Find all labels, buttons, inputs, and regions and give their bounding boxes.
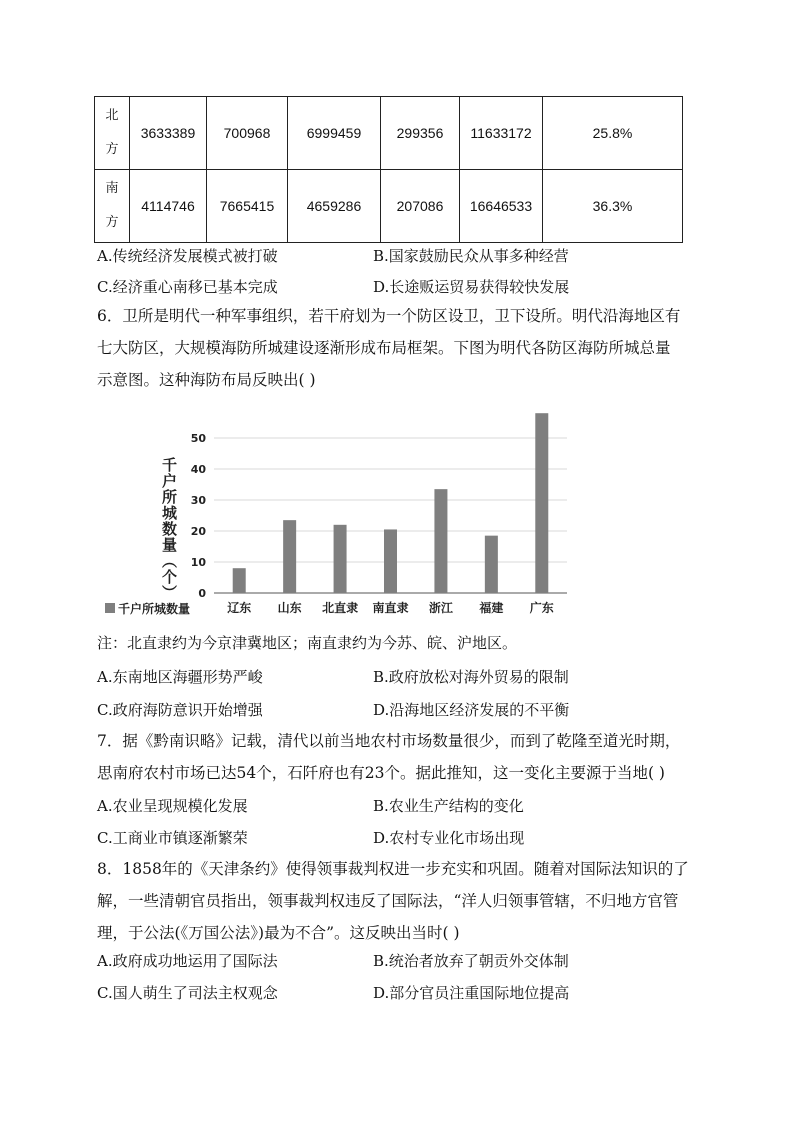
q6-option-b[interactable]: B.政府放松对海外贸易的限制	[373, 668, 569, 686]
y-tick-label: 0	[198, 587, 206, 600]
legend-label: 千户所城数量	[118, 602, 191, 616]
table-cell: 7665415	[207, 170, 288, 243]
x-tick-label: 广东	[529, 601, 554, 615]
table-cell: 36.3%	[543, 170, 683, 243]
q5-option-b[interactable]: B.国家鼓励民众从事多种经营	[373, 247, 569, 265]
q7-stem	[97, 725, 697, 789]
table-cell: 6999459	[288, 97, 381, 170]
y-tick-label: 20	[190, 525, 206, 538]
q6-stem-line: 示意图。这种海防布局反映出( )	[97, 371, 316, 389]
data-table	[94, 96, 683, 243]
bar-chart	[92, 405, 582, 620]
q7-option-a[interactable]: A.农业呈现规模化发展	[97, 797, 248, 815]
region-cell	[95, 97, 130, 170]
q8-stem-line: 8．1858年的《天津条约》使得领事裁判权进一步充实和巩固。随着对国际法知识的了	[97, 860, 689, 878]
chart-legend	[105, 601, 190, 616]
x-tick-label: 福建	[479, 601, 504, 615]
q5-option-c[interactable]: C.经济重心南移已基本完成	[97, 278, 278, 296]
region-char: 方	[105, 142, 119, 157]
q8-stem-line: 解，一些清朝官员指出，领事裁判权违反了国际法，“洋人归领事管辖，不归地方官管	[97, 892, 679, 910]
q6-option-c[interactable]: C.政府海防意识开始增强	[97, 701, 263, 719]
x-axis-labels	[227, 600, 554, 615]
q7-option-c[interactable]: C.工商业市镇逐渐繁荣	[97, 829, 248, 847]
region-char: 方	[105, 215, 119, 230]
bar-南直隶	[384, 529, 397, 593]
q8-option-d[interactable]: D.部分官员注重国际地位提高	[373, 984, 570, 1002]
q6-stem-line: 七大防区，大规模海防所城建设逐渐形成布局框架。下图为明代各防区海防所城总量	[97, 339, 671, 357]
table-row-south	[95, 170, 683, 243]
q8-option-c[interactable]: C.国人萌生了司法主权观念	[97, 984, 278, 1002]
q8-option-a[interactable]: A.政府成功地运用了国际法	[97, 952, 278, 970]
table-cell: 4659286	[288, 170, 381, 243]
table-cell: 4114746	[130, 170, 207, 243]
x-tick-label: 浙江	[428, 601, 453, 615]
y-tick-label: 10	[190, 556, 206, 569]
y-tick-label: 30	[190, 494, 206, 507]
bar-北直隶	[334, 525, 347, 593]
q6-option-d[interactable]: D.沿海地区经济发展的不平衡	[373, 701, 570, 719]
q7-option-d[interactable]: D.农村专业化市场出现	[373, 829, 525, 847]
region-char: 北	[105, 108, 119, 123]
region-cell	[95, 170, 130, 243]
x-tick-label: 辽东	[227, 601, 252, 615]
q6-note: 注：北直隶约为今京津冀地区；南直隶约为今苏、皖、沪地区。	[97, 634, 518, 652]
y-axis-title: 千户所城数量（个）	[160, 457, 178, 601]
table-cell: 16646533	[460, 170, 543, 243]
q7-option-b[interactable]: B.农业生产结构的变化	[373, 797, 524, 815]
q7-stem-line: 7．据《黔南识略》记载，清代以前当地农村市场数量很少，而到了乾隆至道光时期，	[97, 732, 681, 750]
legend-swatch	[105, 603, 115, 613]
q8-stem	[97, 853, 697, 949]
bar-山东	[283, 520, 296, 593]
x-tick-label: 南直隶	[372, 601, 409, 615]
table-cell: 700968	[207, 97, 288, 170]
q7-stem-line: 思南府农村市场已达54个，石阡府也有23个。据此推知，这一变化主要源于当地( )	[97, 764, 665, 782]
y-tick-label: 50	[190, 432, 206, 445]
x-tick-label: 山东	[277, 601, 302, 615]
bar-广东	[535, 413, 548, 593]
table-cell: 299356	[381, 97, 460, 170]
table-cell: 11633172	[460, 97, 543, 170]
bar-辽东	[233, 568, 246, 593]
q8-option-b[interactable]: B.统治者放弃了朝贡外交体制	[373, 952, 569, 970]
table-cell: 25.8%	[543, 97, 683, 170]
y-tick-label: 40	[190, 463, 206, 476]
table-cell: 207086	[381, 170, 460, 243]
table-row-north	[95, 97, 683, 170]
chart-bars	[233, 413, 549, 593]
y-axis-label	[160, 457, 178, 601]
q6-stem	[97, 300, 697, 396]
region-char: 南	[105, 181, 119, 196]
q5-option-d[interactable]: D.长途贩运贸易获得较快发展	[373, 278, 570, 296]
y-axis-ticks	[191, 432, 207, 600]
q6-option-a[interactable]: A.东南地区海疆形势严峻	[97, 668, 263, 686]
bar-福建	[485, 536, 498, 593]
bar-浙江	[434, 489, 447, 593]
table-cell: 3633389	[130, 97, 207, 170]
q6-stem-line: 6．卫所是明代一种军事组织，若干府划为一个防区设卫，卫下设所。明代沿海地区有	[97, 307, 681, 325]
x-tick-label: 北直隶	[322, 601, 359, 615]
q8-stem-line: 理，于公法(《万国公法》)最为不合”。这反映出当时( )	[97, 924, 460, 942]
q5-option-a[interactable]: A.传统经济发展模式被打破	[97, 247, 278, 265]
